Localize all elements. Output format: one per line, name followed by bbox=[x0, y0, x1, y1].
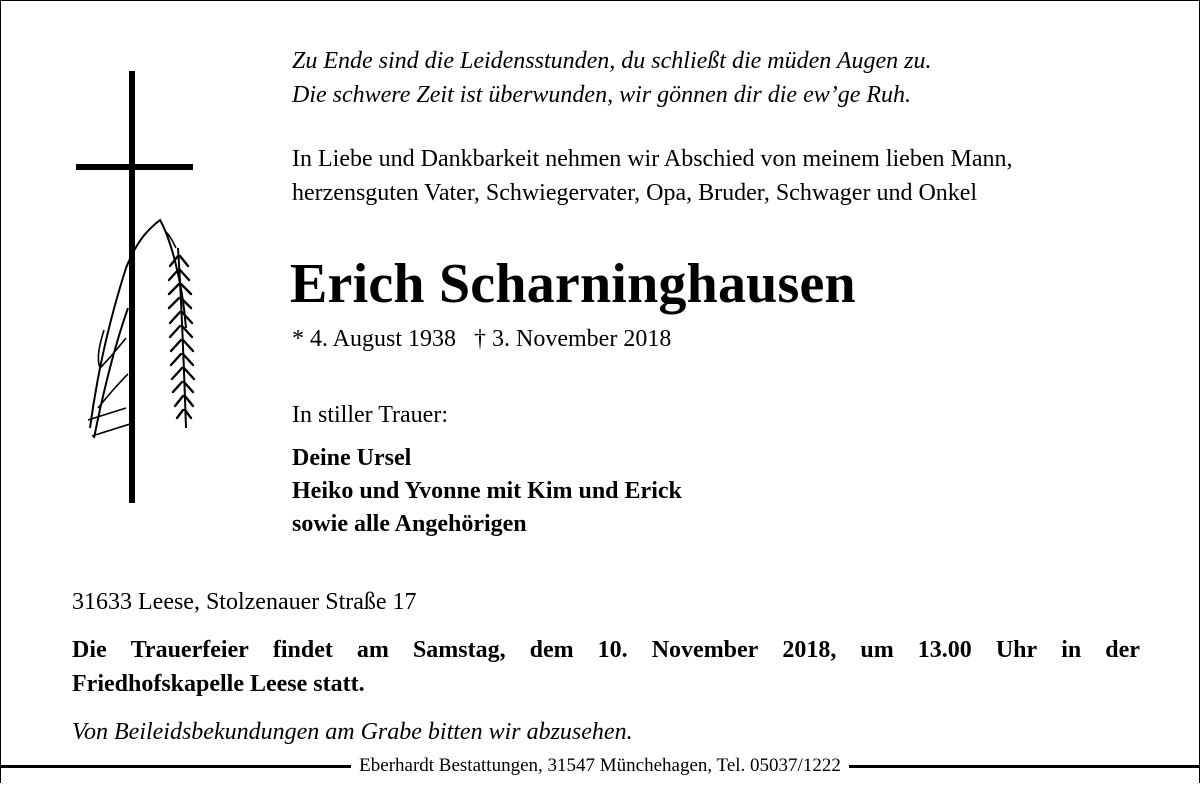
ceremony-word: Samstag, bbox=[412, 637, 506, 663]
ceremony-word: am bbox=[356, 637, 389, 663]
verse-line-2: Die schwere Zeit ist überwunden, wir gönnen dir die ew’ge Ruh. bbox=[292, 82, 912, 108]
ceremony-line-2: Friedhofskapelle Leese statt. bbox=[72, 671, 365, 697]
death-date: † 3. November 2018 bbox=[474, 326, 672, 352]
ceremony-word: der bbox=[1105, 637, 1140, 663]
funeral-home-info: Eberhardt Bestattungen, 31547 Münchehagen, Tel. 05037/1222 bbox=[351, 756, 849, 775]
ceremony-word: November bbox=[651, 637, 759, 663]
ceremony-word: 13.00 bbox=[917, 637, 972, 663]
farewell-intro bbox=[292, 142, 1012, 210]
footer bbox=[0, 755, 1200, 783]
ceremony-word: 2018, bbox=[782, 637, 837, 663]
birth-date: * 4. August 1938 bbox=[292, 326, 457, 352]
ceremony-line-1 bbox=[72, 633, 1140, 667]
verse-line-1: Zu Ende sind die Leidensstunden, du schließt die müden Augen zu. bbox=[292, 48, 932, 74]
ceremony-word: um bbox=[860, 637, 894, 663]
intro-line-1: In Liebe und Dankbarkeit nehmen wir Abschied von meinem lieben Mann, bbox=[292, 146, 1013, 172]
ceremony-word: Die bbox=[72, 637, 107, 663]
ceremony-word: findet bbox=[272, 637, 333, 663]
verse bbox=[292, 44, 931, 112]
condolence-note: Von Beileidsbekundungen am Grabe bitten wir abzusehen. bbox=[72, 719, 633, 745]
mourner-line: Heiko und Yvonne mit Kim und Erick bbox=[292, 478, 682, 504]
cross-with-wheat-icon bbox=[70, 68, 200, 508]
mourner-line: Deine Ursel bbox=[292, 445, 412, 471]
mourners-list bbox=[292, 442, 682, 541]
ceremony-word: Trauerfeier bbox=[130, 637, 249, 663]
ceremony-notice bbox=[72, 633, 1140, 701]
mourning-heading: In stiller Trauer: bbox=[292, 402, 448, 428]
mourner-line: sowie alle Angehörigen bbox=[292, 511, 527, 537]
intro-line-2: herzensguten Vater, Schwiegervater, Opa, Bruder, Schwager und Onkel bbox=[292, 180, 978, 206]
ceremony-word: 10. bbox=[597, 637, 628, 663]
ceremony-word: Uhr bbox=[995, 637, 1038, 663]
address: 31633 Leese, Stolzenauer Straße 17 bbox=[72, 589, 417, 615]
ceremony-word: in bbox=[1061, 637, 1082, 663]
deceased-name: Erich Scharninghausen bbox=[290, 253, 856, 315]
life-dates bbox=[292, 322, 671, 356]
ceremony-word: dem bbox=[529, 637, 574, 663]
